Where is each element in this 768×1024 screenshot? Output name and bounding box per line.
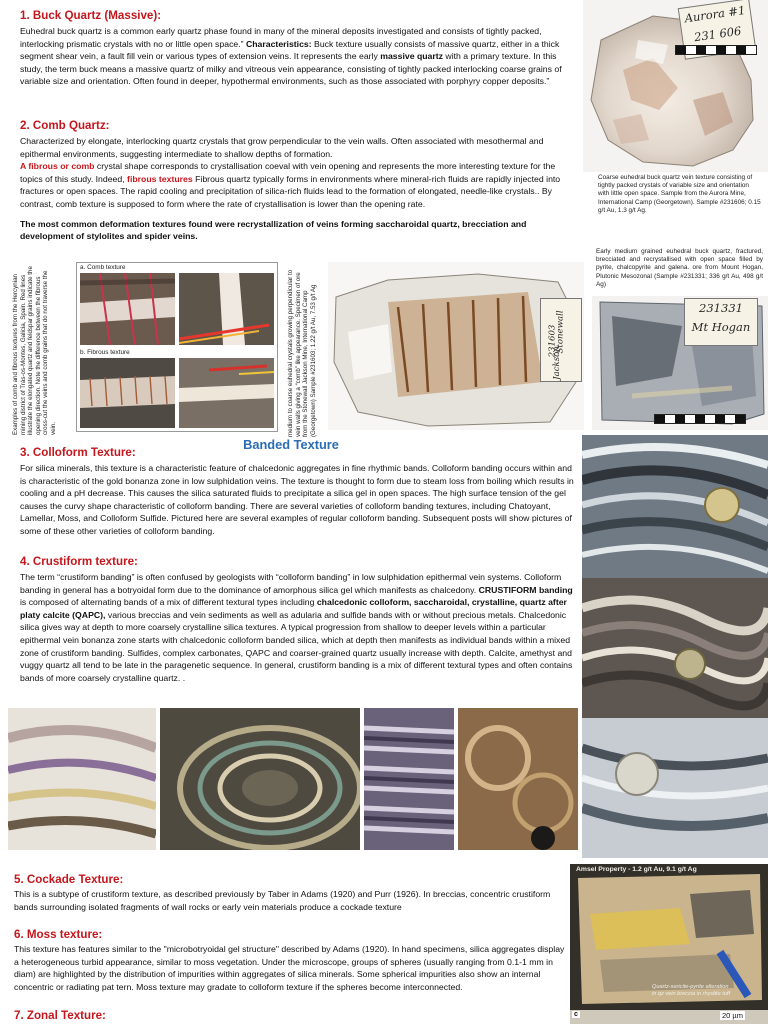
buck-quartz-paragraph: Euhedral buck quartz is a common early quartz phase found in many of the mineral deposits investigated and consists of tightly packed, interlocking prismatic crystals with no or little open space.” Characteristics: Buck texture usually consists of massive quartz, either in a thick segment shear vein, a fault fill vein or various types of extension veins. It represents the early massive quartz with a primary texture. In this study, the term buck means a massive quartz of milky and vitreous vein appearance, consisting of tightly packed interlocking coarse grains of variable size and orientation. Often found in deeper, hypothermal environments, such as those associated with porphyry copper deposits.”: [20, 26, 562, 87]
crustiform-photo-4: [458, 708, 578, 850]
stonewall-sample-photo: [328, 262, 584, 430]
aurora-sample-photo: [583, 0, 768, 172]
comb-photo-a1: [80, 273, 175, 345]
crustiform-photo-3: [364, 708, 454, 850]
stonewall-label-lines: Jackson 231603: [547, 324, 562, 380]
hogan-sample-photo: [592, 296, 768, 430]
stonewall-caption: medium to coarse euhedral crystals growing perpendicular to vein walls giving a “comb” like appearance. Specimen of ore from the Stonewall Jackson Mine, International Camp (Georgetown) Sample #231603; 1.22 g/t Au, 7.53 g/t Ag: [287, 269, 317, 437]
heading-colloform: 3. Colloform Texture:: [20, 446, 136, 459]
colloform-photo-3: [582, 718, 768, 858]
zonal-micrograph: [570, 1010, 768, 1024]
colloform-photo-2: [582, 578, 768, 718]
aurora-caption: Coarse euhedral buck quartz vein texture consisting of tightly packed crystals of variable size and orientation with little open space. Sample from the Aurora Mine, International Camp (Georgetown). Sample #231606; 0.15 g/t Au, 1.3 g/t Ag.: [598, 174, 761, 214]
section-buck-quartz: [20, 9, 576, 88]
cockade-paragraph: This is a subtype of crustiform texture, as described previously by Taber in Adams (1920) and Purr (1926). In breccias, concentric crustiform bands surrounding isolated fragments of wall rocks or early vein materials produce a cockade texture: [14, 889, 551, 912]
aurora-scale-bar: [675, 45, 757, 55]
section-crustiform: [20, 555, 580, 684]
section-moss: [14, 928, 570, 993]
crustiform-photo-2: [160, 708, 360, 850]
heading-moss: 6. Moss texture:: [14, 928, 103, 941]
heading-cockade: 5. Cockade Texture:: [14, 873, 124, 886]
micrograph-scale-label: 20 µm: [722, 1011, 743, 1020]
heading-buck-quartz: 1. Buck Quartz (Massive):: [20, 9, 162, 22]
comb-photo-a2: [179, 273, 274, 345]
hogan-scale-bar: [654, 414, 746, 424]
comb-fibrous-figure: [76, 262, 278, 432]
colloform-paragraph: For silica minerals, this texture is a characteristic feature of chalcedonic aggregates in fine rhythmic bands. Colloform banding occurs within and is characteristic of the gold bonanza zone in low sulphidation veins. The texture is thought to form due to steam loss from boiling which results in cooling and a pH decrease. This causes the silica saturated fluids to precipitate a silica gel in open spaces. The high surface tension of the gel causes the curvy shape characteristic of colloform banding. There are several varieties of colloform banding textures, including Chatoyant, Lamellar, Moss, and Colloform Sulfide. Pictured here are several examples of regular colloform banding. Subsequent posts will show pictures of some of these other varieties of colloform banding.: [20, 463, 574, 536]
fibrous-photo-b2: [179, 358, 274, 428]
section-cockade: [14, 873, 570, 913]
heading-zonal: 7. Zonal Texture:: [14, 1009, 106, 1022]
heading-comb-quartz: 2. Comb Quartz:: [20, 119, 110, 132]
aurora-sample-label: Aurora #1 231 606: [678, 0, 757, 60]
comb-texture-label: a. Comb texture: [80, 264, 126, 271]
comb-quartz-paragraph-1: Characterized by elongate, interlocking quartz crystals that grow perpendicular to the vein walls. Often associated with mesothermal and epithermal environments, suggesting intermediate to shallow depths of formation.: [20, 136, 544, 159]
amsel-title: Amsel Property - 1.2 g/t Au, 9.1 g/t Ag: [576, 866, 697, 873]
micrograph-panel-label: c: [574, 1011, 578, 1018]
crustiform-paragraph: The term “crustiform banding” is often confused by geologists with “colloform banding” in low sulphidation epithermal vein systems. Colloform banding in general has a botryoidal form due to the dominance of amorphous silica gel which manifests as chalcedony. CRUSTIFORM banding is composed of alternating bands of a mix of different textural types including chalcedonic colloform, saccharoidal, crystalline, quartz after platy calcite (QAPC), various breccias and vein sediments as well as adularia and sulfide bands with or without precious metals. Chalcedonic silica gives way at depth to more coarsely crystalline silica textures. A typical progression from shallow to deeper levels within a particular epithermal vein bonanza zone starts with chalcedonic colloform banded silica, which at depth then manifests as individual bands within a mixed zone of crustiform banding. Sulfides, complex carbonates, QAPC and coarser-grained quartz usually increase with depth. Calcite, amethyst and vuggy quartz all tend to be late in the paragenetic sequence. In general, crustiform banding is a mix of different textural types and often contains bands of more coarsely crystalline quartz. .: [20, 572, 573, 683]
crustiform-photo-1: [8, 708, 156, 850]
comb-quartz-paragraph-2: A fibrous or comb crystal shape corresponds to crystallisation coeval with vein opening and represents the more interesting texture for the topics of this study. Indeed, fibrous textures Fibrous quartz typically forms in environments where mineral-rich fluids are rapidly injected into fractures or open spaces. The rapid cooling and precipitation of silica-rich fluids lead to the formation of elongated, needle-like crystals.. By contrast, comb texture is supposed to form where the rate of crystallisation is lower than the opening rate.: [20, 161, 561, 209]
amsel-subcaption: Quartz-sericite-pyrite alteration in qz vein breccia in rhyolite tuff: [652, 984, 731, 997]
moss-paragraph: This texture has features similar to the "microbotryoidal gel structure" described by Adams (1920). In hand specimens, silica aggregates display a heterogeneous turbid appearance, similar to moss vegetation. Under the microscope, groups of spheres (usually ranging from 0.1-1 mm in diam) are highlighted by the distribution of impurities within aggregates of silica minerals. Some spherical impurities also show an internal concentric or radiating pat tern. Moss texture may gradate to colloform texture if the spheres become interconnected.: [14, 944, 565, 992]
heading-crustiform: 4. Crustiform texture:: [20, 555, 138, 568]
comb-fibrous-caption: Examples of comb and fibrous textures from the Hercynian mining district of Trás-os-Montes, Galicia, Spain. Red lines illustrate the elongated quartz and feldspar grains indicate the opening direction. Note the difference between the fibrous cross-cut the veins and comb grains that do not traverse the vein.: [12, 266, 57, 435]
deformation-note: The most common deformation textures found were recrystallization of veins forming saccharoidal quartz, brecciation and development of stylolites and spider veins.: [20, 218, 527, 242]
colloform-photo-1: [582, 435, 768, 578]
section-zonal: [14, 1009, 314, 1023]
section-colloform: [20, 446, 580, 538]
stonewall-sample-label: Stonewall: [540, 298, 582, 382]
hogan-sample-label: 231331 Mt Hogan: [684, 298, 758, 346]
amsel-sample-photo: [570, 864, 768, 1010]
section-comb-quartz: [20, 119, 580, 243]
fibrous-texture-label: b. Fibrous texture: [80, 349, 130, 356]
hogan-caption: Early medium grained euhedral buck quartz, fractured, brecciated and recrystallised with open space filled by pyrite, chalcopyrite and galena. ore from Mount Hogan, Plutonic Mesozonal (Sample #231331; 336 g/t Au, 498 g/t Ag): [596, 248, 763, 288]
banded-texture-heading: Banded Texture: [243, 437, 339, 452]
fibrous-photo-b1: [80, 358, 175, 428]
